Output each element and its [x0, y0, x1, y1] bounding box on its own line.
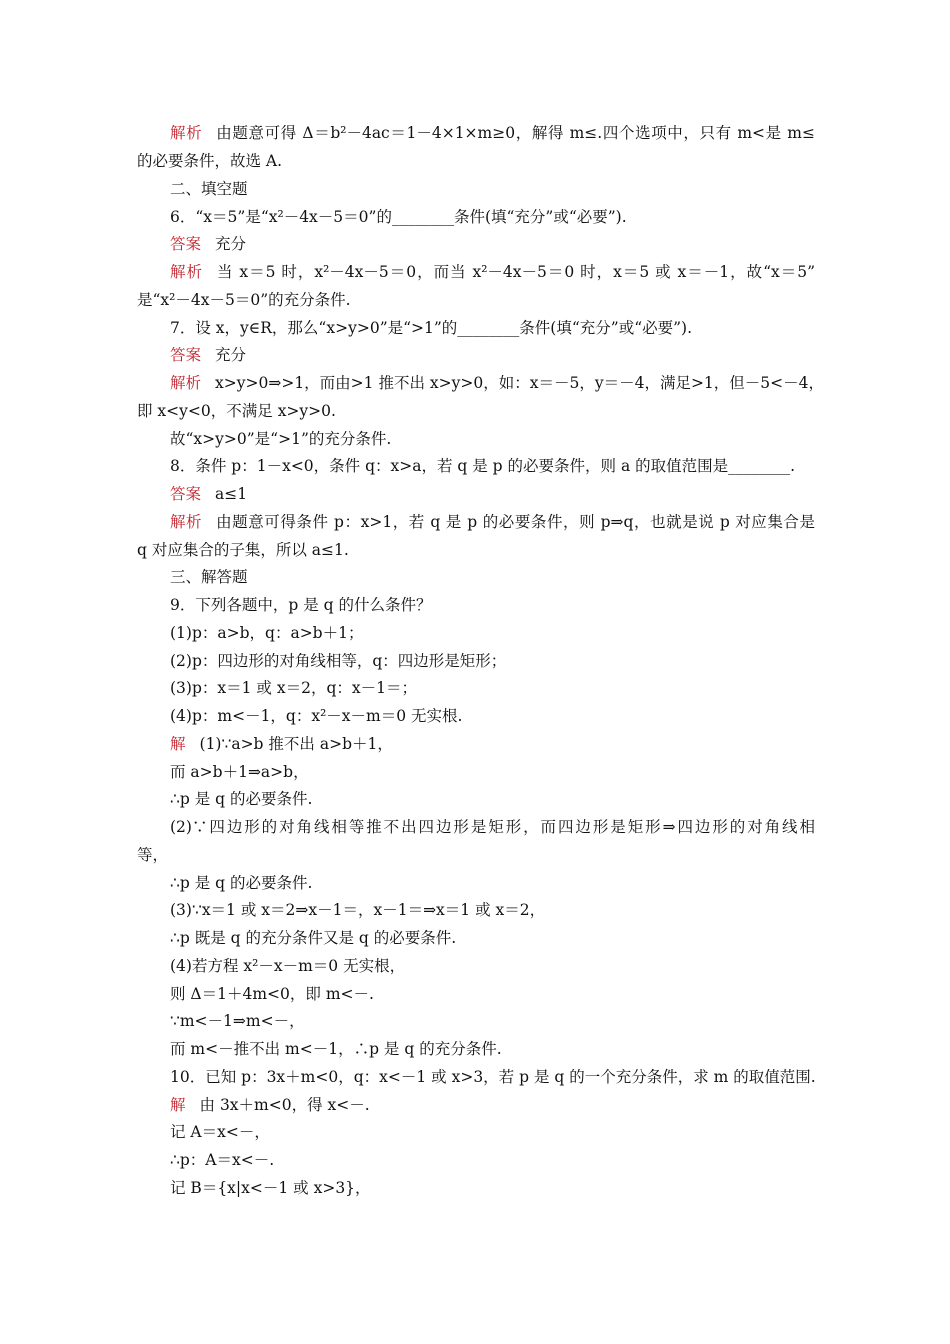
- text-line: 记 A＝x<－，: [170, 1123, 270, 1141]
- question-7: 7．设 x，y∈R，那么“x>y>0”是“>1”的________条件(填“充分”或“必要”).: [170, 319, 693, 337]
- text-line: (2)p：四边形的对角线相等，q：四边形是矩形；: [170, 652, 507, 670]
- text-line: ∴p 是 q 的必要条件.: [170, 874, 313, 892]
- question-6: 6．“x＝5”是“x²－4x－5＝0”的________条件(填“充分”或“必要”).: [170, 208, 627, 226]
- solution-line: 解 (1)∵a>b 推不出 a>b＋1，: [170, 735, 393, 753]
- answer-label: 答案: [170, 235, 202, 253]
- question-8: 8．条件 p：1－x<0，条件 q：x>a，若 q 是 p 的必要条件，则 a 的取值范围是________.: [170, 457, 796, 475]
- text-line: 故“x>y>0”是“>1”的充分条件.: [170, 430, 392, 448]
- analysis-line: 解析 x>y>0⇒>1，而由>1 推不出 x>y>0，如：x＝－5，y＝－4，满足>1，但－5<－4，: [170, 374, 825, 392]
- analysis-label: 解析: [170, 124, 203, 142]
- analysis-line: 解析 当 x＝5 时，x²－4x－5＝0，而当 x²－4x－5＝0 时，x＝5 或 x＝－1，故“x＝5”: [170, 263, 815, 281]
- analysis-label: 解析: [170, 263, 203, 281]
- answer-line: 答案 充分: [170, 346, 247, 364]
- solution-label: 解: [170, 1096, 186, 1114]
- text-line: 的必要条件，故选 A.: [137, 152, 283, 170]
- section-heading: 三、解答题: [170, 568, 248, 586]
- text-line: 记 B＝{x|x<－1 或 x>3}，: [170, 1179, 371, 1197]
- answer-line: 答案 a≤1: [170, 485, 248, 503]
- text-line: q 对应集合的子集，所以 a≤1.: [137, 541, 349, 559]
- question-10: 10．已知 p：3x＋m<0，q：x<－1 或 x>3，若 p 是 q 的一个充分条件，求 m 的取值范围.: [170, 1068, 816, 1086]
- text-line: ∴p：A＝x<－.: [170, 1151, 275, 1169]
- solution-line: 解 由 3x＋m<0，得 x<－.: [170, 1096, 370, 1114]
- answer-line: 答案 充分: [170, 235, 247, 253]
- analysis-label: 解析: [170, 513, 203, 531]
- text-line: (4)若方程 x²－x－m＝0 无实根，: [170, 957, 406, 975]
- solution-label: 解: [170, 735, 186, 753]
- text-line: (4)p：m<－1，q：x²－x－m＝0 无实根.: [170, 707, 463, 725]
- text-line: 是“x²－4x－5＝0”的充分条件.: [137, 291, 351, 309]
- text-line: ∴p 是 q 的必要条件.: [170, 790, 313, 808]
- section-heading: 二、填空题: [170, 180, 248, 198]
- text-line: 则 Δ＝1＋4m<0，即 m<－.: [170, 985, 374, 1003]
- text-line: (3)p：x＝1 或 x＝2，q：x－1＝；: [170, 679, 417, 697]
- text-line: 而 a>b＋1⇒a>b，: [170, 763, 309, 781]
- analysis-line: 解析 由题意可得条件 p：x>1，若 q 是 p 的必要条件，则 p⇒q，也就是说 p 对应集合是: [170, 513, 815, 531]
- text-line: (3)∵x＝1 或 x＝2⇒x－1＝，x－1＝⇒x＝1 或 x＝2，: [170, 901, 546, 919]
- text-line: ∵m<－1⇒m<－，: [170, 1012, 305, 1030]
- text-line: (2)∵四边形的对角线相等推不出四边形是矩形，而四边形是矩形⇒四边形的对角线相: [170, 818, 815, 836]
- text-line: (1)p：a>b，q：a>b＋1；: [170, 624, 364, 642]
- text-line: ∴p 既是 q 的充分条件又是 q 的必要条件.: [170, 929, 457, 947]
- text-line: 而 m<－推不出 m<－1，∴p 是 q 的充分条件.: [170, 1040, 502, 1058]
- question-9: 9．下列各题中，p 是 q 的什么条件？: [170, 596, 432, 614]
- analysis-line: 解析 由题意可得 Δ＝b²－4ac＝1－4×1×m≥0，解得 m≤.四个选项中，只有 m<是 m≤: [170, 124, 815, 142]
- text-line: 等，: [137, 846, 169, 864]
- analysis-label: 解析: [170, 374, 202, 392]
- answer-label: 答案: [170, 346, 202, 364]
- text-line: 即 x<y<0，不满足 x>y>0.: [137, 402, 336, 420]
- answer-label: 答案: [170, 485, 202, 503]
